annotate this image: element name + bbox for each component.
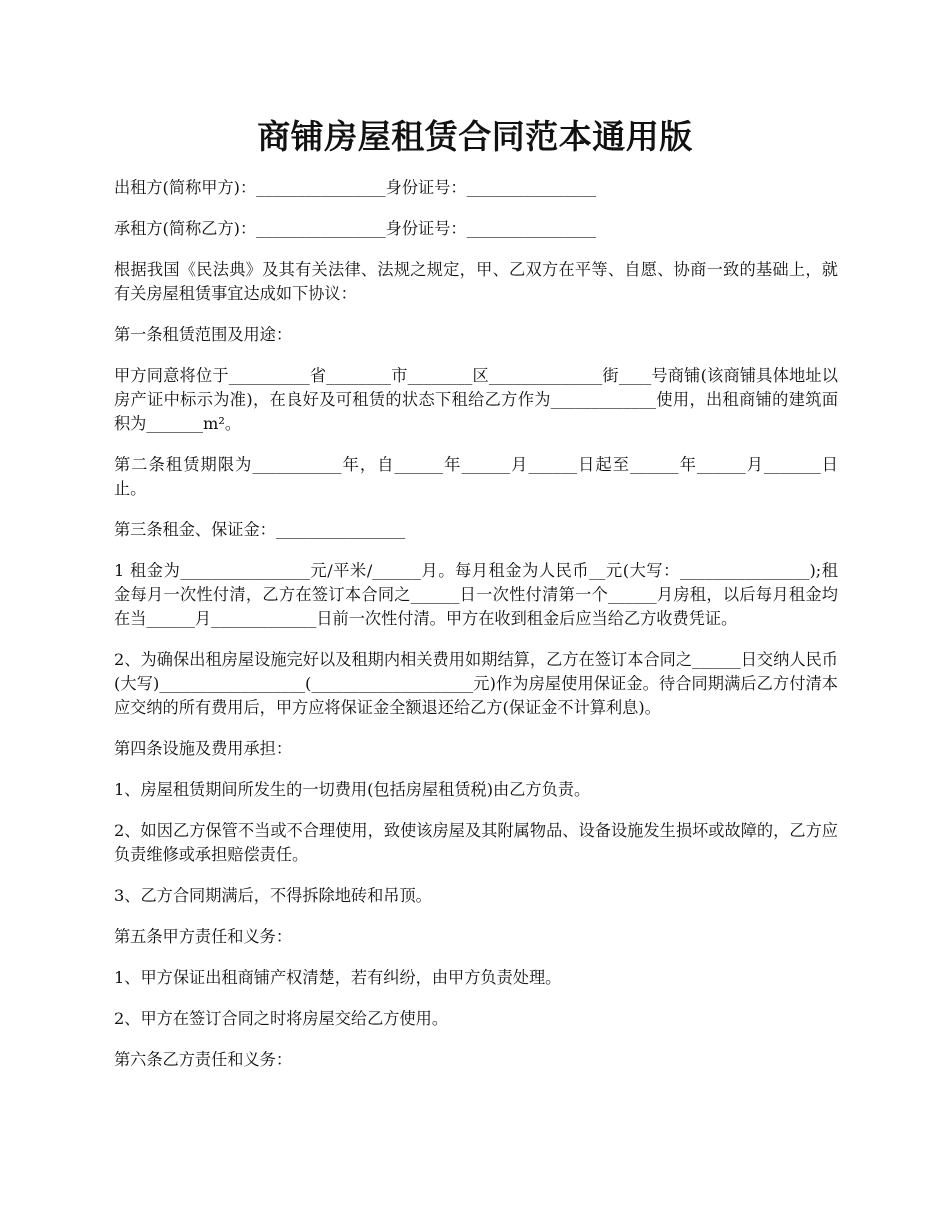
article-5-heading: 第五条甲方责任和义务： (114, 927, 293, 946)
article-1-paragraph: 甲方同意将位于__________省________市________区______________街____号商铺(该商铺具体地址以房产证中标示为准)，在良好及可租赁的状态下租给乙方作为_____________使用，出租商铺的建筑面积为_______m²。 (114, 366, 838, 433)
article-5-item-2: 2、甲方在签订合同之时将房屋交给乙方使用。 (114, 1009, 449, 1028)
article-3-heading: 第三条租金、保证金：________________ (114, 520, 406, 539)
lessee-line: 承租方(简称乙方)：________________身份证号：________________ (114, 219, 597, 238)
article-3-item-2: 2、为确保出租房屋设施完好以及租期内相关费用如期结算，乙方在签订本合同之______日交纳人民币(大写)__________________(____________________元)作为房屋使用保证金。待合同期满后乙方付清本应交纳的所有费用后，甲方应将保证金全额退还给乙方(保证金不计算利息)。 (114, 650, 838, 717)
article-3-item-1: 1 租金为________________元/平米/______月。每月租金为人民币__元(大写：________________);租金每月一次性付清，乙方在签订本合同之______日一次性付清第一个______月房租，以后每月租金均在当______月_____________日前一次性付清。甲方在收到租金后应当给乙方收费凭证。 (114, 561, 838, 628)
document-title: 商铺房屋租赁合同范本通用版 (257, 117, 693, 156)
document-body (114, 176, 838, 1089)
article-4-item-3: 3、乙方合同期满后，不得拆除地砖和吊顶。 (114, 886, 432, 905)
article-4-heading: 第四条设施及费用承担： (114, 739, 293, 758)
article-5-item-1: 1、甲方保证出租商铺产权清楚，若有纠纷，由甲方负责处理。 (114, 968, 562, 987)
lessor-line: 出租方(简称甲方)：________________身份证号：________________ (114, 178, 597, 197)
article-6-heading: 第六条乙方责任和义务： (114, 1050, 293, 1069)
article-4-item-1: 1、房屋租赁期间所发生的一切费用(包括房屋租赁税)由乙方负责。 (114, 780, 591, 799)
article-2-paragraph: 第二条租赁期限为___________年，自______年______月______日起至______年______月_______日止。 (114, 455, 838, 498)
article-1-heading: 第一条租赁范围及用途： (114, 325, 293, 344)
preamble-paragraph: 根据我国《民法典》及其有关法律、法规之规定，甲、乙双方在平等、自愿、协商一致的基础上，就有关房屋租赁事宜达成如下协议： (114, 260, 838, 303)
article-4-item-2: 2、如因乙方保管不当或不合理使用，致使该房屋及其附属物品、设备设施发生损坏或故障的，乙方应负责维修或承担赔偿责任。 (114, 821, 838, 864)
